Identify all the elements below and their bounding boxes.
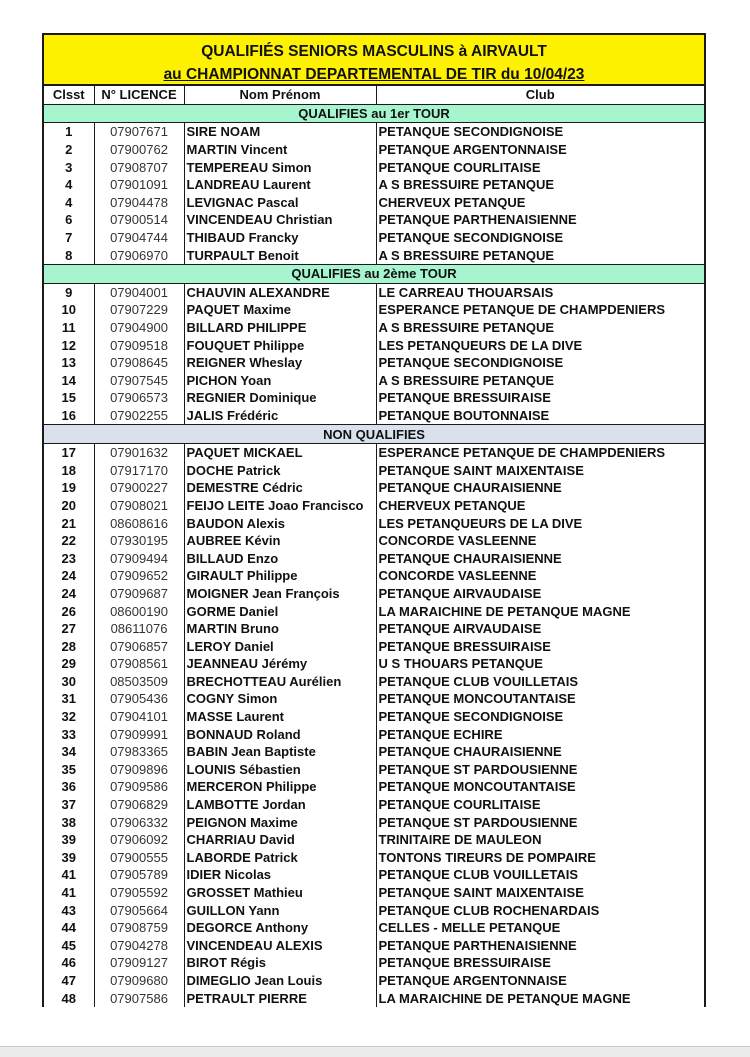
licence-cell: 07909127 xyxy=(94,954,184,972)
licence-cell: 08611076 xyxy=(94,620,184,638)
name-cell: MASSE Laurent xyxy=(184,708,376,726)
table-row xyxy=(44,637,704,655)
table-header-row xyxy=(44,86,704,104)
rank-cell: 47 xyxy=(44,972,94,990)
licence-cell: 07904900 xyxy=(94,319,184,337)
table-row xyxy=(44,567,704,585)
rank-cell: 4 xyxy=(44,176,94,194)
name-cell: JEANNEAU Jérémy xyxy=(184,655,376,673)
name-cell: BILLARD PHILIPPE xyxy=(184,319,376,337)
club-cell: ESPERANCE PETANQUE DE CHAMPDENIERS xyxy=(378,445,666,461)
licence-cell: 07902255 xyxy=(94,407,184,425)
name-cell: REGNIER Dominique xyxy=(184,389,376,407)
name-cell: PICHON Yoan xyxy=(184,372,376,390)
rank-cell: 6 xyxy=(44,211,94,229)
licence-cell: 07907671 xyxy=(94,123,184,141)
club-cell: PETANQUE SAINT MAIXENTAISE xyxy=(378,462,584,478)
name-cell: PETRAULT PIERRE xyxy=(184,989,376,1007)
licence-cell: 07908021 xyxy=(94,497,184,515)
licence-cell: 07908759 xyxy=(94,919,184,937)
licence-cell: 07906829 xyxy=(94,796,184,814)
licence-cell: 07909680 xyxy=(94,972,184,990)
name-cell: MARTIN Vincent xyxy=(184,141,376,159)
licence-cell: 07909991 xyxy=(94,725,184,743)
name-cell: GUILLON Yann xyxy=(184,901,376,919)
club-cell: PETANQUE SAINT MAIXENTAISE xyxy=(378,885,584,901)
table-row xyxy=(44,141,704,159)
table-row xyxy=(44,901,704,919)
licence-cell: 07900514 xyxy=(94,211,184,229)
section-band xyxy=(44,264,704,283)
licence-cell: 07904101 xyxy=(94,708,184,726)
title-block xyxy=(44,35,704,86)
name-cell: JALIS Frédéric xyxy=(184,407,376,425)
table-row xyxy=(44,532,704,550)
licence-cell: 07900227 xyxy=(94,479,184,497)
name-cell: TEMPEREAU Simon xyxy=(184,158,376,176)
table-row xyxy=(44,708,704,726)
name-cell: LAMBOTTE Jordan xyxy=(184,796,376,814)
table-row xyxy=(44,620,704,638)
rank-cell: 37 xyxy=(44,796,94,814)
rank-cell: 20 xyxy=(44,497,94,515)
club-cell: PETANQUE MONCOUTANTAISE xyxy=(378,779,576,795)
rank-cell: 7 xyxy=(44,229,94,247)
club-cell: LA MARAICHINE DE PETANQUE MAGNE xyxy=(378,603,631,619)
rank-cell: 34 xyxy=(44,743,94,761)
licence-cell: 07900555 xyxy=(94,849,184,867)
licence-cell: 07905789 xyxy=(94,866,184,884)
table-row xyxy=(44,690,704,708)
licence-cell: 07905592 xyxy=(94,884,184,902)
rank-cell: 26 xyxy=(44,602,94,620)
club-cell: PETANQUE CLUB ROCHENARDAIS xyxy=(378,902,600,918)
licence-cell: 07906970 xyxy=(94,246,184,264)
name-cell: BONNAUD Roland xyxy=(184,725,376,743)
club-cell: PETANQUE SECONDIGNOISE xyxy=(378,230,564,246)
rank-cell: 4 xyxy=(44,194,94,212)
rank-cell: 9 xyxy=(44,283,94,301)
column-header-name: Nom Prénom xyxy=(184,86,376,104)
name-cell: CHARRIAU David xyxy=(184,831,376,849)
section-label: NON QUALIFIES xyxy=(44,425,704,444)
table-row xyxy=(44,407,704,425)
club-cell: LA MARAICHINE DE PETANQUE MAGNE xyxy=(378,990,631,1006)
licence-cell: 07907545 xyxy=(94,372,184,390)
club-cell: A S BRESSUIRE PETANQUE xyxy=(378,372,555,388)
club-cell: PETANQUE CLUB VOUILLETAIS xyxy=(378,867,579,883)
section-band xyxy=(44,425,704,444)
licence-cell: 07901091 xyxy=(94,176,184,194)
licence-cell: 07909687 xyxy=(94,585,184,603)
club-cell: PETANQUE AIRVAUDAISE xyxy=(378,585,542,601)
rank-cell: 17 xyxy=(44,443,94,461)
club-cell: PETANQUE COURLITAISE xyxy=(378,797,541,813)
name-cell: DIMEGLIO Jean Louis xyxy=(184,972,376,990)
document-title: QUALIFIÉS SENIORS MASCULINS à AIRVAULT xyxy=(201,43,547,60)
name-cell: BIROT Régis xyxy=(184,954,376,972)
rank-cell: 44 xyxy=(44,919,94,937)
document-subtitle: au CHAMPIONNAT DEPARTEMENTAL DE TIR du 10/04/23 xyxy=(163,66,585,83)
section-label: QUALIFIES au 2ème TOUR xyxy=(44,264,704,283)
licence-cell: 07909494 xyxy=(94,549,184,567)
name-cell: FOUQUET Philippe xyxy=(184,336,376,354)
table-row xyxy=(44,743,704,761)
rank-cell: 15 xyxy=(44,389,94,407)
licence-cell: 07906573 xyxy=(94,389,184,407)
name-cell: LEROY Daniel xyxy=(184,637,376,655)
club-cell: LES PETANQUEURS DE LA DIVE xyxy=(378,515,583,531)
club-cell: PETANQUE ARGENTONNAISE xyxy=(378,972,567,988)
table-row xyxy=(44,354,704,372)
licence-cell: 07907229 xyxy=(94,301,184,319)
rank-cell: 27 xyxy=(44,620,94,638)
rank-cell: 22 xyxy=(44,532,94,550)
section-label: QUALIFIES au 1er TOUR xyxy=(44,104,704,123)
table-row xyxy=(44,301,704,319)
table-row xyxy=(44,246,704,264)
name-cell: VINCENDEAU ALEXIS xyxy=(184,937,376,955)
table-row xyxy=(44,443,704,461)
rank-cell: 32 xyxy=(44,708,94,726)
licence-cell: 07909518 xyxy=(94,336,184,354)
table-row xyxy=(44,761,704,779)
rank-cell: 8 xyxy=(44,246,94,264)
rank-cell: 23 xyxy=(44,549,94,567)
club-cell: LE CARREAU THOUARSAIS xyxy=(378,284,554,300)
name-cell: SIRE NOAM xyxy=(184,123,376,141)
club-cell: PETANQUE BOUTONNAISE xyxy=(378,407,550,423)
rank-cell: 13 xyxy=(44,354,94,372)
licence-cell: 08608616 xyxy=(94,514,184,532)
table-row xyxy=(44,211,704,229)
rank-cell: 41 xyxy=(44,866,94,884)
rank-cell: 43 xyxy=(44,901,94,919)
table-row xyxy=(44,389,704,407)
licence-cell: 07917170 xyxy=(94,461,184,479)
name-cell: PEIGNON Maxime xyxy=(184,813,376,831)
table-row xyxy=(44,194,704,212)
name-cell: DEMESTRE Cédric xyxy=(184,479,376,497)
name-cell: GORME Daniel xyxy=(184,602,376,620)
club-cell: A S BRESSUIRE PETANQUE xyxy=(378,320,555,336)
club-cell: PETANQUE COURLITAISE xyxy=(378,159,541,175)
column-header-licence: N° LICENCE xyxy=(94,86,184,104)
club-cell: PETANQUE PARTHENAISIENNE xyxy=(378,937,577,953)
club-cell: A S BRESSUIRE PETANQUE xyxy=(378,247,555,263)
licence-cell: 07904001 xyxy=(94,283,184,301)
name-cell: LOUNIS Sébastien xyxy=(184,761,376,779)
name-cell: LEVIGNAC Pascal xyxy=(184,194,376,212)
rank-cell: 12 xyxy=(44,336,94,354)
name-cell: MARTIN Bruno xyxy=(184,620,376,638)
rank-cell: 28 xyxy=(44,637,94,655)
table-row xyxy=(44,319,704,337)
table-row xyxy=(44,954,704,972)
table-row xyxy=(44,229,704,247)
rank-cell: 41 xyxy=(44,884,94,902)
name-cell: BABIN Jean Baptiste xyxy=(184,743,376,761)
name-cell: COGNY Simon xyxy=(184,690,376,708)
table-row xyxy=(44,336,704,354)
results-sheet xyxy=(42,33,706,1007)
licence-cell: 07905436 xyxy=(94,690,184,708)
table-row xyxy=(44,497,704,515)
club-cell: PETANQUE CLUB VOUILLETAIS xyxy=(378,673,579,689)
rank-cell: 3 xyxy=(44,158,94,176)
table-row xyxy=(44,585,704,603)
licence-cell: 07904278 xyxy=(94,937,184,955)
name-cell: AUBREE Kévin xyxy=(184,532,376,550)
licence-cell: 07906857 xyxy=(94,637,184,655)
table-row xyxy=(44,602,704,620)
name-cell: MOIGNER Jean François xyxy=(184,585,376,603)
licence-cell: 07909896 xyxy=(94,761,184,779)
club-cell: PETANQUE SECONDIGNOISE xyxy=(378,124,564,140)
rank-cell: 24 xyxy=(44,567,94,585)
club-cell: CHERVEUX PETANQUE xyxy=(378,194,526,210)
rank-cell: 10 xyxy=(44,301,94,319)
name-cell: FEIJO LEITE Joao Francisco xyxy=(184,497,376,515)
rank-cell: 19 xyxy=(44,479,94,497)
club-cell: PETANQUE ECHIRE xyxy=(378,726,503,742)
licence-cell: 07983365 xyxy=(94,743,184,761)
table-row xyxy=(44,673,704,691)
licence-cell: 07907586 xyxy=(94,989,184,1007)
club-cell: A S BRESSUIRE PETANQUE xyxy=(378,177,555,193)
licence-cell: 07908645 xyxy=(94,354,184,372)
table-row xyxy=(44,884,704,902)
club-cell: PETANQUE ST PARDOUSIENNE xyxy=(378,761,578,777)
rank-cell: 21 xyxy=(44,514,94,532)
licence-cell: 07909652 xyxy=(94,567,184,585)
licence-cell: 07908561 xyxy=(94,655,184,673)
club-cell: TRINITAIRE DE MAULEON xyxy=(378,832,542,848)
table-row xyxy=(44,989,704,1007)
name-cell: LABORDE Patrick xyxy=(184,849,376,867)
rank-cell: 48 xyxy=(44,989,94,1007)
licence-cell: 07904478 xyxy=(94,194,184,212)
rank-cell: 30 xyxy=(44,673,94,691)
club-cell: PETANQUE SECONDIGNOISE xyxy=(378,709,564,725)
rank-cell: 18 xyxy=(44,461,94,479)
table-row xyxy=(44,549,704,567)
licence-cell: 08600190 xyxy=(94,602,184,620)
table-row xyxy=(44,778,704,796)
club-cell: PETANQUE BRESSUIRAISE xyxy=(378,638,551,654)
rank-cell: 1 xyxy=(44,123,94,141)
licence-cell: 07908707 xyxy=(94,158,184,176)
table-row xyxy=(44,937,704,955)
name-cell: GIRAULT Philippe xyxy=(184,567,376,585)
name-cell: BILLAUD Enzo xyxy=(184,549,376,567)
table-row xyxy=(44,461,704,479)
club-cell: CONCORDE VASLEENNE xyxy=(378,568,537,584)
club-cell: PETANQUE MONCOUTANTAISE xyxy=(378,691,576,707)
table-row xyxy=(44,831,704,849)
club-cell: LES PETANQUEURS DE LA DIVE xyxy=(378,337,583,353)
licence-cell: 07905664 xyxy=(94,901,184,919)
club-cell: PETANQUE AIRVAUDAISE xyxy=(378,621,542,637)
results-table xyxy=(44,86,704,1007)
club-cell: PETANQUE CHAURAISIENNE xyxy=(378,744,562,760)
table-row xyxy=(44,283,704,301)
club-cell: PETANQUE ARGENTONNAISE xyxy=(378,142,567,158)
rank-cell: 33 xyxy=(44,725,94,743)
club-cell: CELLES - MELLE PETANQUE xyxy=(378,920,561,936)
name-cell: BAUDON Alexis xyxy=(184,514,376,532)
club-cell: PETANQUE PARTHENAISIENNE xyxy=(378,212,577,228)
name-cell: TURPAULT Benoit xyxy=(184,246,376,264)
rank-cell: 11 xyxy=(44,319,94,337)
club-cell: ESPERANCE PETANQUE DE CHAMPDENIERS xyxy=(378,302,666,318)
name-cell: DEGORCE Anthony xyxy=(184,919,376,937)
licence-cell: 07909586 xyxy=(94,778,184,796)
rank-cell: 2 xyxy=(44,141,94,159)
name-cell: PAQUET Maxime xyxy=(184,301,376,319)
name-cell: GROSSET Mathieu xyxy=(184,884,376,902)
table-row xyxy=(44,919,704,937)
name-cell: PAQUET MICKAEL xyxy=(184,443,376,461)
licence-cell: 08503509 xyxy=(94,673,184,691)
table-row xyxy=(44,655,704,673)
name-cell: LANDREAU Laurent xyxy=(184,176,376,194)
table-row xyxy=(44,796,704,814)
table-row xyxy=(44,158,704,176)
rank-cell: 24 xyxy=(44,585,94,603)
name-cell: VINCENDEAU Christian xyxy=(184,211,376,229)
club-cell: U S THOUARS PETANQUE xyxy=(378,656,543,672)
name-cell: THIBAUD Francky xyxy=(184,229,376,247)
table-row xyxy=(44,849,704,867)
table-row xyxy=(44,813,704,831)
name-cell: DOCHE Patrick xyxy=(184,461,376,479)
rank-cell: 38 xyxy=(44,813,94,831)
club-cell: CHERVEUX PETANQUE xyxy=(378,497,526,513)
column-header-rank: Clsst xyxy=(44,86,94,104)
rank-cell: 31 xyxy=(44,690,94,708)
rank-cell: 29 xyxy=(44,655,94,673)
licence-cell: 07906092 xyxy=(94,831,184,849)
licence-cell: 07900762 xyxy=(94,141,184,159)
table-row xyxy=(44,479,704,497)
name-cell: CHAUVIN ALEXANDRE xyxy=(184,283,376,301)
name-cell: IDIER Nicolas xyxy=(184,866,376,884)
licence-cell: 07930195 xyxy=(94,532,184,550)
club-cell: PETANQUE SECONDIGNOISE xyxy=(378,355,564,371)
licence-cell: 07906332 xyxy=(94,813,184,831)
table-row xyxy=(44,123,704,141)
rank-cell: 36 xyxy=(44,778,94,796)
name-cell: REIGNER Wheslay xyxy=(184,354,376,372)
club-cell: PETANQUE ST PARDOUSIENNE xyxy=(378,814,578,830)
club-cell: PETANQUE CHAURAISIENNE xyxy=(378,480,562,496)
rank-cell: 39 xyxy=(44,831,94,849)
viewer-bottom-bar xyxy=(0,1046,750,1057)
club-cell: TONTONS TIREURS DE POMPAIRE xyxy=(378,849,596,865)
club-cell: CONCORDE VASLEENNE xyxy=(378,533,537,549)
rank-cell: 16 xyxy=(44,407,94,425)
licence-cell: 07901632 xyxy=(94,443,184,461)
name-cell: MERCERON Philippe xyxy=(184,778,376,796)
table-row xyxy=(44,372,704,390)
club-cell: PETANQUE BRESSUIRAISE xyxy=(378,955,551,971)
table-row xyxy=(44,972,704,990)
club-cell: PETANQUE CHAURAISIENNE xyxy=(378,550,562,566)
club-cell: PETANQUE BRESSUIRAISE xyxy=(378,390,551,406)
rank-cell: 46 xyxy=(44,954,94,972)
table-row xyxy=(44,866,704,884)
table-row xyxy=(44,176,704,194)
rank-cell: 35 xyxy=(44,761,94,779)
rank-cell: 39 xyxy=(44,849,94,867)
rank-cell: 14 xyxy=(44,372,94,390)
licence-cell: 07904744 xyxy=(94,229,184,247)
table-body xyxy=(44,104,704,1007)
column-header-club: Club xyxy=(376,86,704,104)
name-cell: BRECHOTTEAU Aurélien xyxy=(184,673,376,691)
rank-cell: 45 xyxy=(44,937,94,955)
section-band xyxy=(44,104,704,123)
table-row xyxy=(44,514,704,532)
table-row xyxy=(44,725,704,743)
